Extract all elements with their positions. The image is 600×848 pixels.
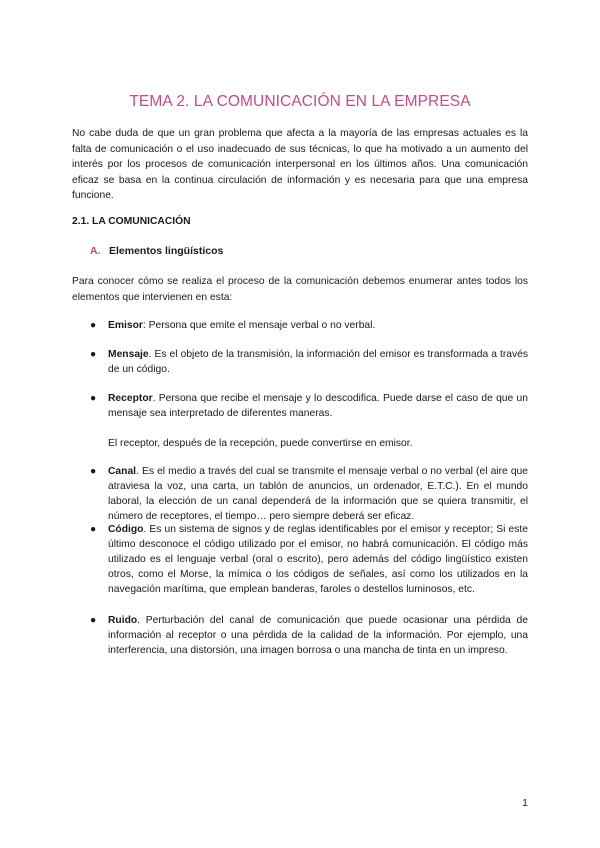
subsection-letter: A. <box>90 245 101 257</box>
bullet-icon: ● <box>90 349 97 360</box>
document-title: TEMA 2. LA COMUNICACIÓN EN LA EMPRESA <box>129 93 471 110</box>
item-text: . Persona que recibe el mensaje y lo descodifica. Puede darse el caso de que un mensaje sea interpretado de diferentes maneras. <box>108 393 528 419</box>
item-text: . Perturbación del canal de comunicación que puede ocasionar una pérdida de información al receptor o una pérdida de la calidad de la información. Por ejemplo, una interferencia, una distorsión, una imagen borrosa o una mancha de tinta en un impreso. <box>108 615 528 656</box>
lead-paragraph: Para conocer cómo se realiza el proceso de la comunicación debemos enumerar antes todos los elementos que intervienen en esta: <box>72 276 528 303</box>
item-term: Canal <box>108 466 137 477</box>
item-text: : Persona que emite el mensaje verbal o no verbal. <box>142 320 376 331</box>
item-text: . Es el objeto de la transmisión, la información del emisor es transformada a través de un código. <box>108 349 528 375</box>
item-term: Emisor <box>108 320 143 331</box>
bullet-icon: ● <box>90 393 97 404</box>
bullet-icon: ● <box>90 524 97 535</box>
section-heading: 2.1. LA COMUNICACIÓN <box>72 216 191 227</box>
item-term: Código <box>108 524 144 535</box>
bullet-icon: ● <box>90 466 97 477</box>
page-number: 1 <box>522 797 528 809</box>
bullet-icon: ● <box>90 320 97 331</box>
bullet-icon: ● <box>90 615 97 626</box>
intro-paragraph: No cabe duda de que un gran problema que afecta a la mayoría de las empresas actuales es la falta de comunicación o el uso inadecuado de sus técnicas, lo que ha motivado a un aumento del interés por los procesos de comunicación interpersonal en los últimos años. Una comunicación eficaz se basa en la continua circulación de información y es necesaria para que una empresa funcione. <box>72 128 528 201</box>
subsection-label: Elementos lingüísticos <box>109 245 224 257</box>
item-term: Ruido <box>108 615 138 626</box>
item-text: . Es el medio a través del cual se transmite el mensaje verbal o no verbal (el aire que atraviesa la voz, una carta, un tablón de anuncios, un ordenador, E.T.C.). En el mundo laboral, la elección de un canal dependerá de la información que se quiera transmitir, el número de receptores, el tiempo… pero siempre deberá ser eficaz. <box>108 466 528 522</box>
receptor-note: El receptor, después de la recepción, puede convertirse en emisor. <box>108 438 413 449</box>
item-text: . Es un sistema de signos y de reglas identificables por el emisor y receptor; Si este último desconoce el código utilizado por el emisor, no habrá comunicación. El código más utilizado es el lenguaje verbal (oral o escrito), pero además del código lingüístico existen otros, como el Morse, la mímica o los códigos de señales, así como los utilizados en la navegación marítima, que emplean banderas, faroles o destellos luminosos, etc. <box>108 524 528 595</box>
item-term: Mensaje <box>108 349 149 360</box>
item-term: Receptor <box>108 393 153 404</box>
subsection-heading <box>90 244 223 259</box>
